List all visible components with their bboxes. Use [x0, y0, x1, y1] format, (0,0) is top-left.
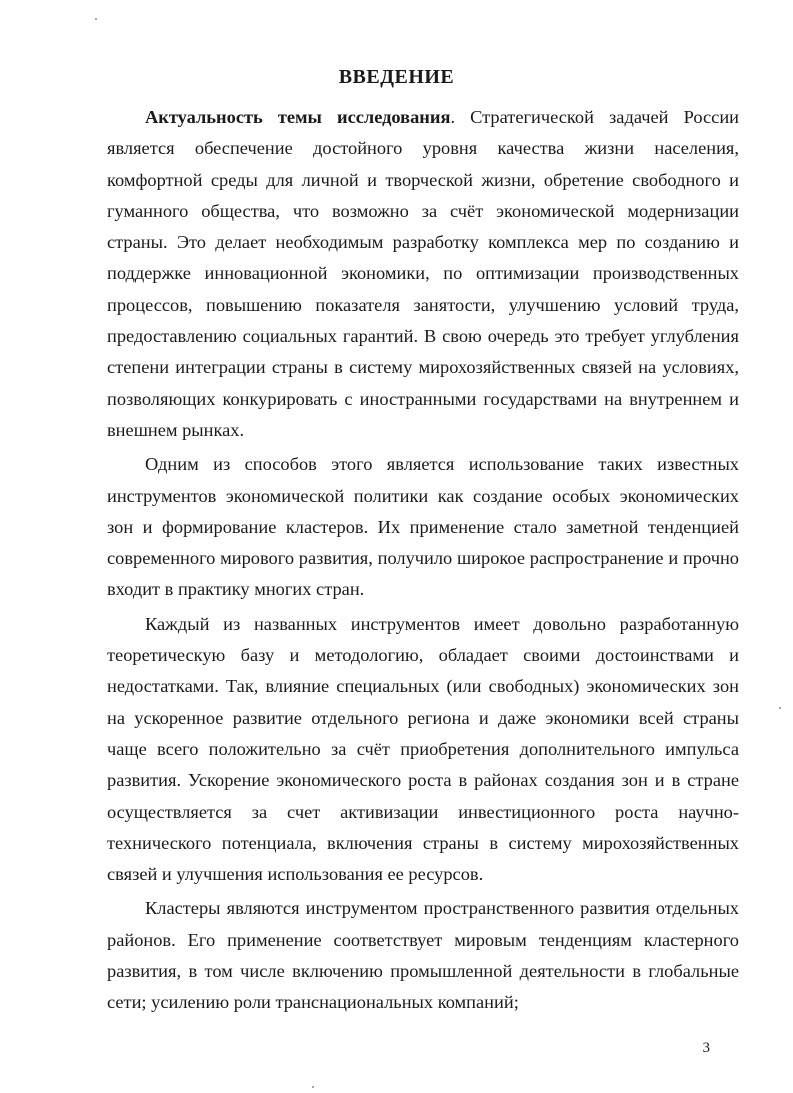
scan-speck — [95, 18, 97, 20]
paragraph-text: . Стратегической задачей России является обеспечение достойного уровня качества жизни населения, комфортной среды для личной и творческой жизни, обретение свободного и гуманного общества, что возможно за счёт экономической модернизации страны. Это делает необходимым разработку комплекса мер по созданию и поддержке инновационной экономики, по оптимизации производственных процессов, повышению показателя занятости, улучшению условий труда, предоставлению социальных гарантий. В свою очередь это требует углубления степени интеграции страны в систему мирохозяйственных связей на условиях, позволяющих конкурировать с иностранными государствами на внутреннем и внешнем рынках. — [107, 107, 740, 440]
paragraph-lead: Актуальность темы исследования — [145, 107, 451, 127]
paragraph-relevance — [107, 102, 739, 446]
paragraph-methods: Одним из способов этого является использование таких известных инструментов экономической политики как создание особых экономических зон и формирование кластеров. Их применение стало заметной тенденцией современного мирового развития, получило широкое распространение и прочно входит в практику многих стран. — [107, 454, 739, 600]
scan-speck — [779, 707, 781, 709]
paragraph-instruments: Каждый из названных инструментов имеет довольно разработанную теоретическую базу и методологию, обладает своими достоинствами и недостатками. Так, влияние специальных (или свободных) экономических зон на ускоренное развитие отдельного региона и даже экономики всей страны чаще всего положительно за счёт приобретения дополнительного импульса развития. Ускорение экономического роста в районах создания зон и в стране осуществляется за счет активизации инвестиционного роста научно-технического потенциала, включения страны в систему мирохозяйственных связей и улучшения использования ее ресурсов. — [107, 613, 739, 885]
page-number: 3 — [702, 1040, 710, 1056]
scan-speck — [312, 1086, 314, 1088]
page-title: ВВЕДЕНИЕ — [338, 66, 455, 88]
paragraph-clusters: Кластеры являются инструментом пространственного развития отдельных районов. Его применение соответствует мировым тенденциям кластерного развития, в том числе включению промышленной деятельности в глобальные сети; усилению роли транснациональных компаний; — [107, 898, 739, 1013]
body-text — [107, 102, 739, 1019]
